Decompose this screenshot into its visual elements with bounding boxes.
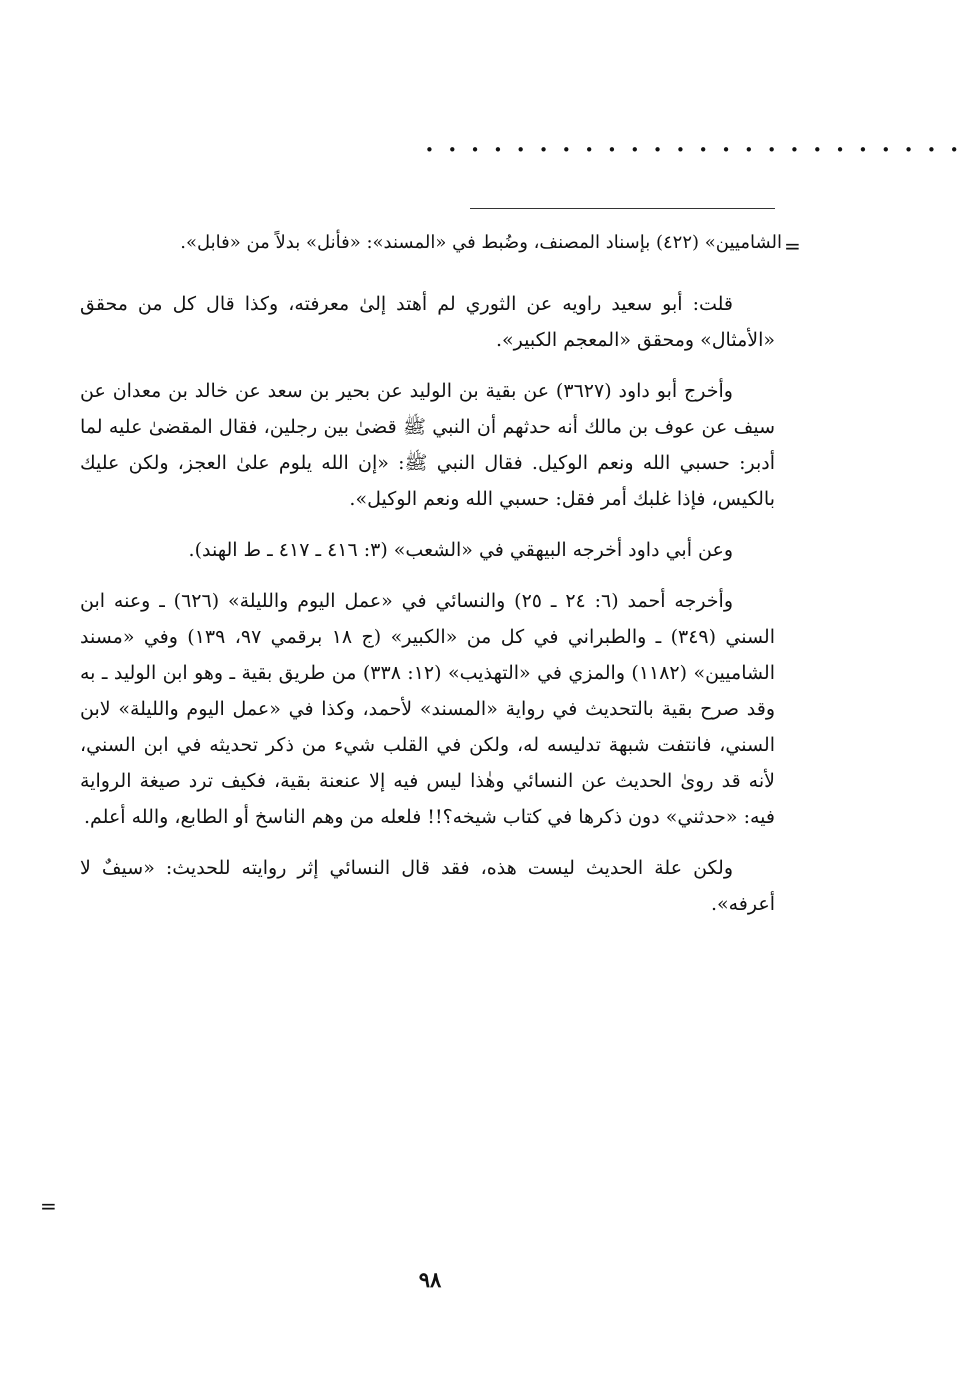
page-continuation-marker: = (40, 1194, 57, 1218)
main-text (80, 286, 775, 1236)
paragraph-4: وأخرجه أحمد (٦: ٢٤ ـ ٢٥) والنسائي في «عمل اليوم والليلة» (٦٢٦) ـ وعنه ابن السني (٣٤٩) ـ والطبراني في كل من «الكبير» (ج ١٨ برقمي ٩٧، ١٣٩) وفي «مسند الشاميين» (١١٨٢) والمزي في «التهذيب» (١٢: ٣٣٨) من طريق بقية ـ وهو ابن الوليد ـ به وقد صرح بقية بالتحديث في رواية «المسند» لأحمد، وكذا في «عمل اليوم والليلة» لابن السني، فانتفت شبهة تدليسه له، ولكن في القلب شيء من ذكر تحديثه في ابن السني، لأنه قد روىٰ الحديث عن النسائي وهٰذا ليس فيه إلا عنعنة بقية، فكيف ترد صيغة الرواية فيه: «حدثني» دون ذكرها في كتاب شيخه؟!! فلعله من وهم الناسخ أو الطابع، والله أعلم. (80, 590, 775, 828)
footnote-rule (470, 208, 775, 209)
footnote-text: الشاميين» (٤٢٢) بإسناد المصنف، وضُبط في «المسند»: «فأنل» بدلاً من «فابل». (180, 232, 782, 253)
paragraph-3: وعن أبي داود أخرجه البيهقي في «الشعب» (٣: ٤١٦ ـ ٤١٧ ـ ط الهند). (188, 539, 733, 561)
paragraph-2: وأخرج أبو داود (٣٦٢٧) عن بقية بن الوليد عن بحير بن سعد عن خالد بن معدان عن سيف عن عوف بن مالك أنه حدثهم أن النبي ﷺ قضىٰ بين رجلين، فقال المقضىٰ عليه لما أدبر: حسبي الله ونعم الوكيل. فقال النبي ﷺ: «إن الله يلوم علىٰ العجز، ولكن عليك بالكيس، فإذا غلبك أمر فقل: حسبي الله ونعم الوكيل». (80, 380, 775, 510)
separator-dots: • • • • • • • • • • • • • • • • • • • • • • • • (425, 141, 963, 159)
paragraph-5: ولكن علة الحديث ليست هذه، فقد قال النسائي إثر روايته للحديث: «سيفٌ لا أعرفه». (80, 857, 775, 915)
paragraph-1: قلت: أبو سعيد راويه عن الثوري لم أهتد إلىٰ معرفته، وكذا قال كل من محقق «الأمثال» ومحقق «المعجم الكبير». (80, 293, 775, 351)
footnote-continuation-marker: = (784, 234, 801, 258)
page-number: ٩٨ (418, 1267, 442, 1292)
